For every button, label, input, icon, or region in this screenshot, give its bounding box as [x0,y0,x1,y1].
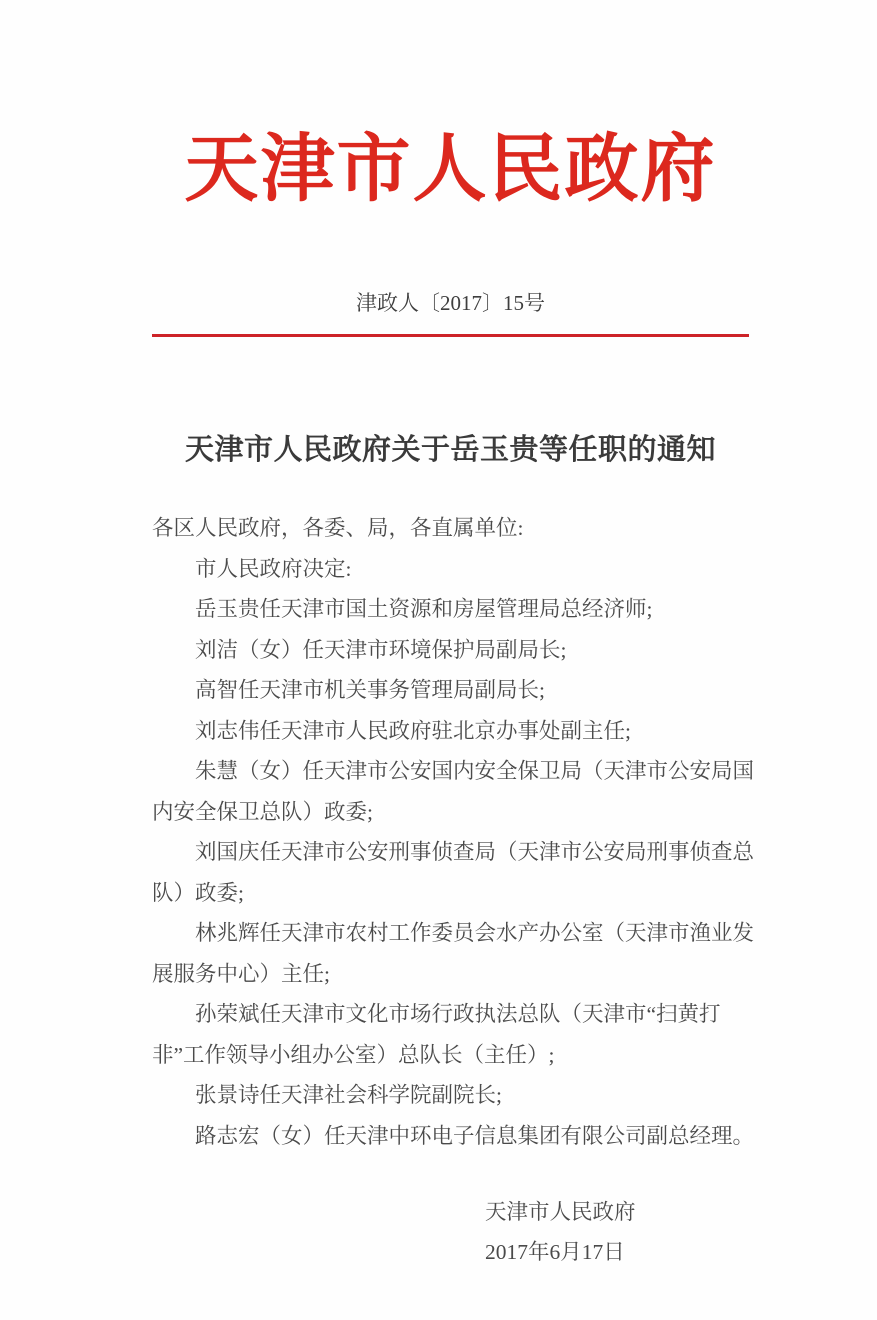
body-line: 高智任天津市机关事务管理局副局长; [195,678,545,702]
signature-block [485,1192,636,1272]
agency-masthead: 天津市人民政府 [184,129,717,211]
signature-org: 天津市人民政府 [485,1200,636,1224]
body-line: 张景诗任天津社会科学院副院长; [195,1083,502,1107]
body-line: 路志宏（女）任天津中环电子信息集团有限公司副总经理。 [195,1123,755,1148]
body-lines [152,508,755,1156]
body-line: 刘国庆任天津市公安刑事侦查局（天津市公安局刑事侦查总 [195,840,755,864]
body-line: 刘志伟任天津市人民政府驻北京办事处副主任; [195,718,631,743]
doc-title: 天津市人民政府关于岳玉贵等任职的通知 [184,434,716,466]
red-divider-line [152,334,749,337]
body-line: 队）政委; [152,880,244,905]
body-line: 市人民政府决定: [195,556,352,581]
document-content [152,0,755,1320]
signature-date: 2017年6月17日 [485,1240,625,1264]
body-line: 孙荣斌任天津市文化市场行政执法总队（天津市“扫黄打 [195,1002,721,1026]
body-line: 刘洁（女）任天津市环境保护局副局长; [195,637,567,662]
body-line: 非”工作领导小组办公室）总队长（主任）; [152,1042,555,1067]
body-line: 林兆辉任天津市农村工作委员会水产办公室（天津市渔业发 [195,921,755,945]
doc-number: 津政人〔2017〕15号 [356,291,545,315]
body-line: 朱慧（女）任天津市公安国内安全保卫局（天津市公安局国 [195,759,755,783]
body-line: 展服务中心）主任; [152,961,330,986]
body-line: 内安全保卫总队）政委; [152,799,373,824]
body-line: 各区人民政府，各委、局，各直属单位: [152,516,524,540]
body-line: 岳玉贵任天津市国土资源和房屋管理局总经济师; [195,597,653,621]
